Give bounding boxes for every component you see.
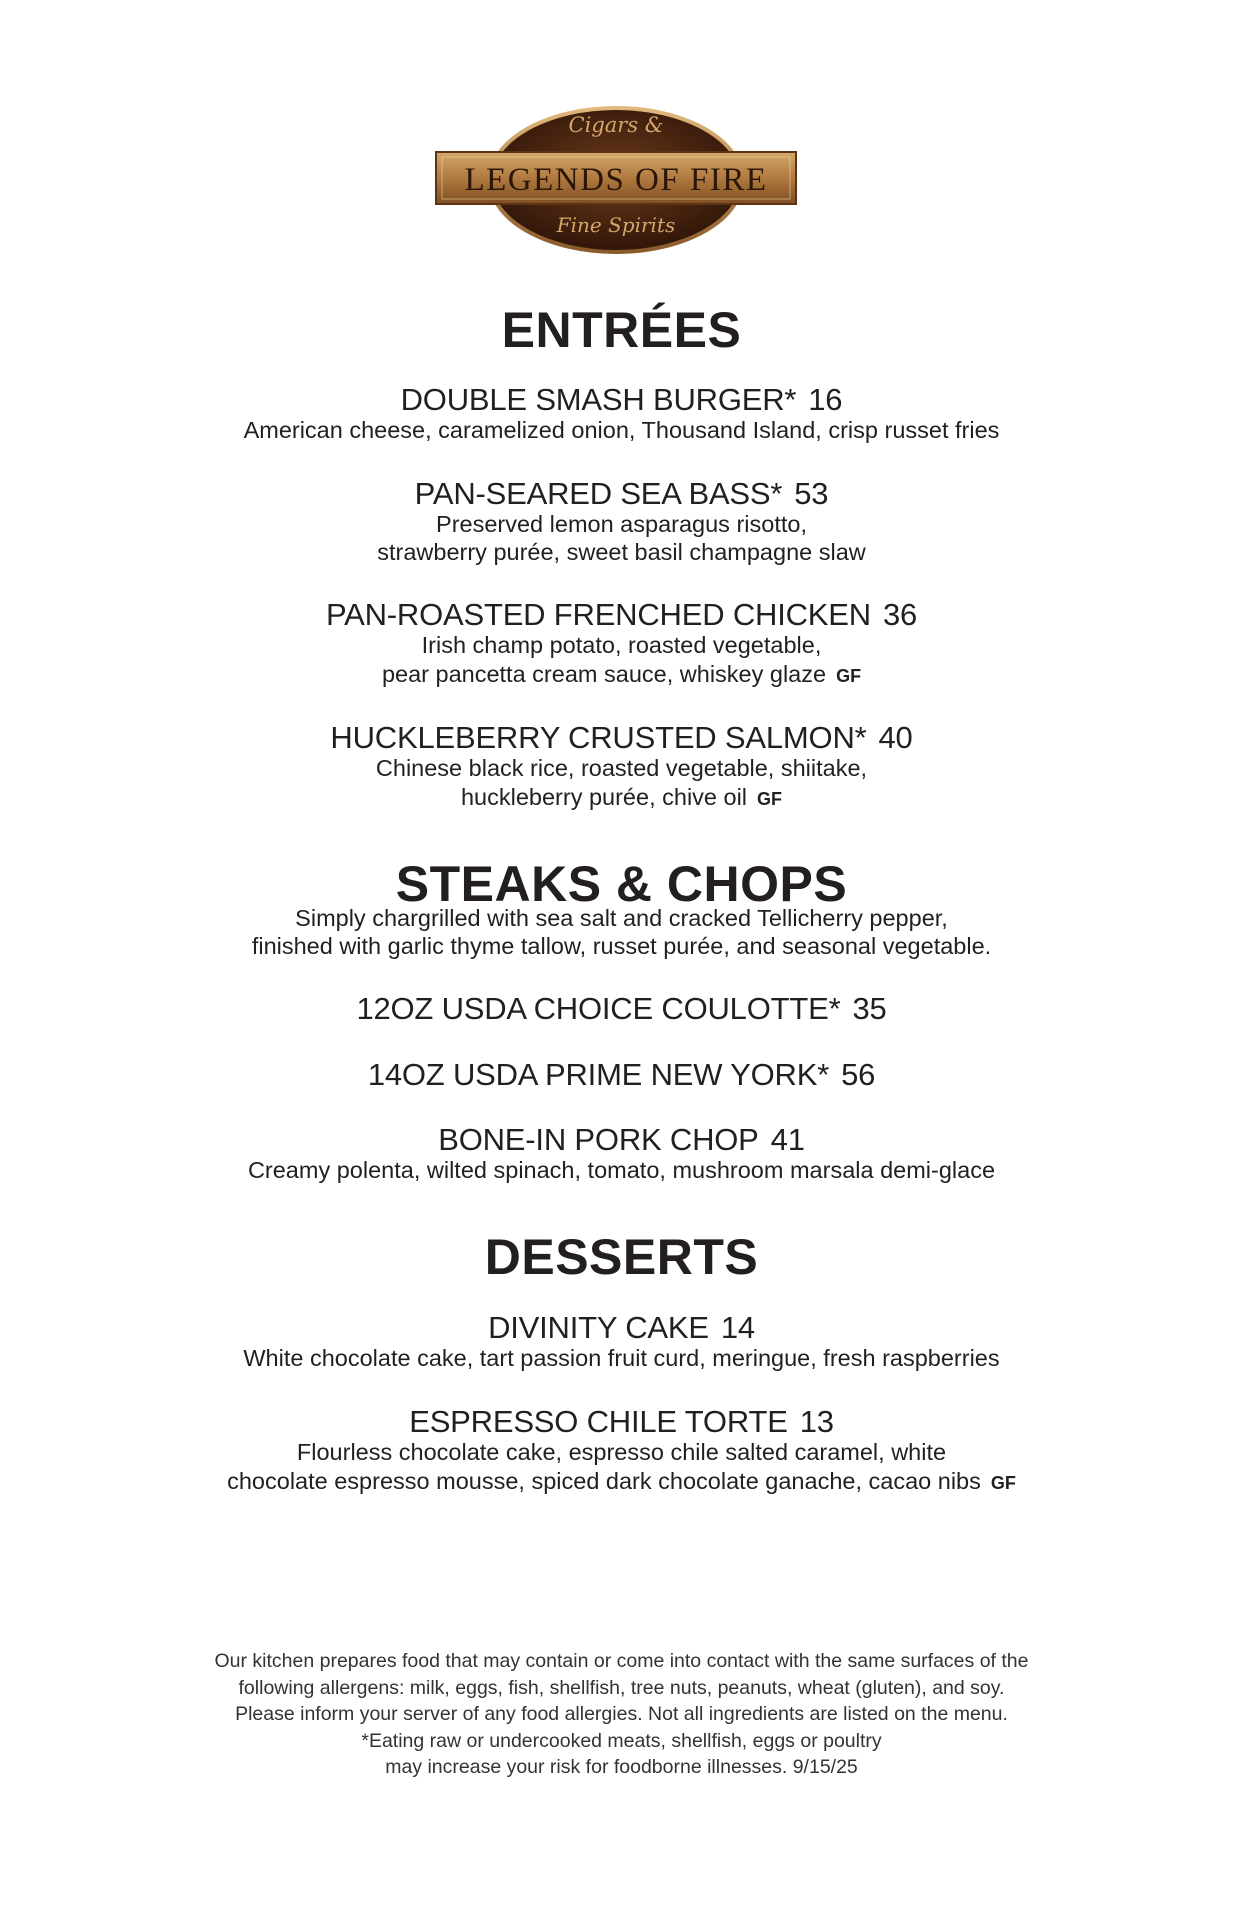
item-description: American cheese, caramelized onion, Thousand Island, crisp russet fries bbox=[243, 417, 1000, 443]
menu-item-title bbox=[0, 1310, 1243, 1346]
item-price: 16 bbox=[808, 382, 843, 417]
item-description: Chinese black rice, roasted vegetable, shiitake, bbox=[375, 755, 868, 781]
item-description-line bbox=[0, 1467, 1243, 1498]
item-name: 12OZ USDA CHOICE COULOTTE* bbox=[356, 991, 841, 1026]
item-price: 40 bbox=[878, 720, 913, 755]
item-name: PAN-SEARED SEA BASS* bbox=[414, 476, 783, 511]
gluten-free-badge: GF bbox=[990, 1473, 1016, 1493]
logo-banner-text: LEGENDS OF FIRE bbox=[464, 162, 768, 198]
item-name: PAN-ROASTED FRENCHED CHICKEN bbox=[325, 597, 871, 632]
item-name: BONE-IN PORK CHOP bbox=[438, 1122, 759, 1157]
logo-top-script: Cigars & bbox=[568, 113, 664, 137]
item-price: 36 bbox=[882, 597, 918, 632]
steaks-intro: finished with garlic thyme tallow, russet purée, and seasonal vegetable. bbox=[251, 933, 992, 959]
item-description: huckleberry purée, chive oil bbox=[460, 784, 748, 810]
item-description: chocolate espresso mousse, spiced dark chocolate ganache, cacao nibs bbox=[227, 1468, 981, 1494]
footer-line: may increase your risk for foodborne illnesses. 9/15/25 bbox=[385, 1756, 858, 1778]
item-description: Flourless chocolate cake, espresso chile salted caramel, white bbox=[296, 1439, 947, 1465]
gluten-free-badge: GF bbox=[836, 666, 862, 686]
menu-item-title bbox=[0, 991, 1243, 1027]
item-price: 13 bbox=[799, 1404, 834, 1439]
item-description: strawberry purée, sweet basil champagne slaw bbox=[377, 539, 866, 565]
item-description: Preserved lemon asparagus risotto, bbox=[436, 511, 807, 537]
item-description: White chocolate cake, tart passion fruit curd, meringue, fresh raspberries bbox=[243, 1345, 1000, 1371]
item-name: DOUBLE SMASH BURGER* bbox=[400, 382, 797, 417]
item-price: 41 bbox=[770, 1122, 805, 1157]
steaks-intro: Simply chargrilled with sea salt and cracked Tellicherry pepper, bbox=[295, 905, 948, 931]
item-name: ESPRESSO CHILE TORTE bbox=[409, 1404, 788, 1439]
logo-graphic bbox=[430, 100, 802, 260]
item-name: HUCKLEBERRY CRUSTED SALMON* bbox=[330, 720, 867, 755]
menu-item-title bbox=[0, 1404, 1243, 1440]
menu-item-title bbox=[0, 720, 1243, 756]
item-description-line bbox=[0, 783, 1243, 814]
entrees-heading: ENTRÉES bbox=[501, 302, 742, 358]
item-description-line bbox=[0, 660, 1243, 691]
legends-of-fire-logo bbox=[430, 100, 802, 260]
menu-item-title bbox=[0, 597, 1243, 633]
item-description: pear pancetta cream sauce, whiskey glaze bbox=[381, 661, 827, 687]
item-description: Creamy polenta, wilted spinach, tomato, mushroom marsala demi-glace bbox=[247, 1157, 996, 1183]
desserts-heading: DESSERTS bbox=[484, 1229, 759, 1285]
menu-item-title bbox=[0, 476, 1243, 512]
item-name: 14OZ USDA PRIME NEW YORK* bbox=[367, 1057, 830, 1092]
item-price: 35 bbox=[852, 991, 887, 1026]
footer-line: *Eating raw or undercooked meats, shellfish, eggs or poultry bbox=[361, 1729, 882, 1752]
footer-line: Our kitchen prepares food that may contain or come into contact with the same surfaces of the bbox=[214, 1650, 1029, 1672]
footer-line: following allergens: milk, eggs, fish, shellfish, tree nuts, peanuts, wheat (gluten), and soy. bbox=[238, 1676, 1005, 1699]
footer-line: Please inform your server of any food allergies. Not all ingredients are listed on the menu. bbox=[235, 1703, 1008, 1725]
gluten-free-badge: GF bbox=[757, 789, 783, 809]
menu-item-title bbox=[0, 1122, 1243, 1158]
logo-bottom-script: Fine Spirits bbox=[556, 213, 676, 237]
menu-item-title bbox=[0, 382, 1243, 418]
item-description: Irish champ potato, roasted vegetable, bbox=[421, 632, 822, 658]
item-price: 14 bbox=[720, 1310, 755, 1345]
allergen-notice bbox=[0, 1648, 1243, 1781]
steaks-heading: STEAKS & CHOPS bbox=[395, 856, 848, 912]
item-price: 53 bbox=[794, 476, 829, 511]
item-price: 56 bbox=[841, 1057, 876, 1092]
menu-item-title bbox=[0, 1057, 1243, 1093]
item-name: DIVINITY CAKE bbox=[488, 1310, 709, 1345]
